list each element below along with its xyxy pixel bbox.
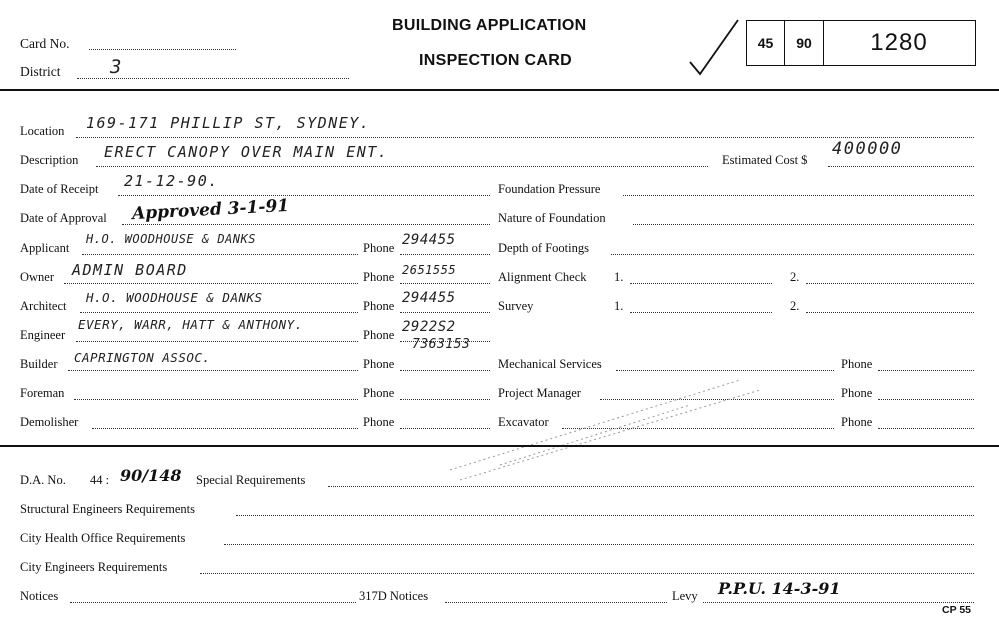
description-label: Description [20,153,79,167]
architect-label: Architect [20,299,67,313]
foundation-pressure-label: Foundation Pressure [498,182,601,196]
depth-of-footings-line [611,254,974,255]
district-line [77,78,349,79]
description-line [96,166,708,167]
applicant-line [82,254,358,255]
date-of-receipt-label: Date of Receipt [20,182,99,196]
notices-line [70,602,356,603]
date-of-approval-label: Date of Approval [20,211,107,225]
district-value: 3 [110,56,123,78]
excavator-label: Excavator [498,415,549,429]
demolisher-phone-label: Phone [363,415,395,429]
foundation-pressure-line [623,195,974,196]
project-manager-phone-label: Phone [841,386,873,400]
estimated-cost-label: Estimated Cost $ [722,153,808,167]
architect-line [80,312,358,313]
owner-phone: 2651555 [402,263,457,277]
applicant-value: H.O. WOODHOUSE & DANKS [86,232,256,246]
applicant-label: Applicant [20,241,70,255]
form-code: CP 55 [942,604,971,616]
location-line [76,137,974,138]
foreman-phone-label: Phone [363,386,395,400]
mechanical-services-phone-line [878,370,974,371]
builder-value: CAPRINGTON ASSOC. [74,350,211,365]
special-requirements-line [328,486,974,487]
owner-phone-label: Phone [363,270,395,284]
levy-value: P.P.U. 14-3-91 [718,579,841,598]
date-of-approval-line [122,224,490,225]
builder-phone-label: Phone [363,357,395,371]
engineer-line [76,341,358,342]
excavator-phone-label: Phone [841,415,873,429]
engineer-value: EVERY, WARR, HATT & ANTHONY. [78,317,303,332]
health-requirements-label: City Health Office Requirements [20,531,186,545]
project-manager-label: Project Manager [498,386,581,400]
architect-phone: 294455 [402,290,456,306]
title-line2: INSPECTION CARD [419,52,572,69]
tick-mark-icon [686,16,742,76]
estimated-cost-line [828,166,974,167]
foreman-label: Foreman [20,386,65,400]
faint-stamp-marks [440,370,780,490]
builder-phone: 7363153 [412,337,471,352]
architect-value: H.O. WOODHOUSE & DANKS [86,290,263,305]
survey-1-line [630,312,772,313]
foreman-line [74,399,358,400]
alignment-check-1-line [630,283,772,284]
nature-of-foundation-line [633,224,974,225]
da-no-prefix: 44 : [90,473,110,487]
file-number-part-3: 1280 [870,29,928,56]
survey-1: 1. [614,299,624,313]
architect-phone-label: Phone [363,299,395,313]
architect-phone-line [400,312,490,313]
owner-line [64,283,358,284]
owner-phone-line [400,283,490,284]
demolisher-label: Demolisher [20,415,79,429]
mechanical-services-label: Mechanical Services [498,357,602,371]
da-no-label: D.A. No. [20,473,66,487]
engineer-label: Engineer [20,328,66,342]
header-divider [0,89,999,91]
alignment-check-1: 1. [614,270,624,284]
owner-label: Owner [20,270,55,284]
mechanical-services-phone-label: Phone [841,357,873,371]
survey-label: Survey [498,299,534,313]
notices-317d-line [445,602,667,603]
health-requirements-line [224,544,974,545]
excavator-phone-line [878,428,974,429]
card-no-label: Card No. [20,36,70,51]
city-engineers-requirements-label: City Engineers Requirements [20,560,168,574]
title-line1: BUILDING APPLICATION [392,17,587,34]
project-manager-phone-line [878,399,974,400]
structural-requirements-line [236,515,974,516]
date-of-receipt-value: 21-12-90. [124,172,219,190]
survey-2-line [806,312,974,313]
alignment-check-label: Alignment Check [498,270,587,284]
applicant-phone: 294455 [402,232,456,248]
da-no-value: 90/148 [120,466,182,485]
levy-line [703,602,974,603]
builder-label: Builder [20,357,58,371]
alignment-check-2-line [806,283,974,284]
estimated-cost-value: 400000 [832,139,903,159]
alignment-check-2: 2. [790,270,800,284]
notices-label: Notices [20,589,59,603]
date-of-receipt-line [118,195,490,196]
survey-2: 2. [790,299,800,313]
location-label: Location [20,124,65,138]
description-value: ERECT CANOPY OVER MAIN ENT. [104,143,389,161]
demolisher-line [92,428,358,429]
nature-of-foundation-label: Nature of Foundation [498,211,606,225]
file-number-part-2: 90 [785,21,824,65]
depth-of-footings-label: Depth of Footings [498,241,589,255]
applicant-phone-label: Phone [363,241,395,255]
date-of-approval-value: Approved 3-1-91 [131,195,290,225]
middle-divider [0,445,999,447]
notices-317d-label: 317D Notices [359,589,429,603]
structural-requirements-label: Structural Engineers Requirements [20,502,195,516]
district-label: District [20,64,61,79]
location-value: 169-171 PHILLIP ST, SYDNEY. [86,114,371,132]
card-no-line [89,49,236,50]
builder-line [68,370,358,371]
engineer-phone: 2922S2 [402,319,456,335]
applicant-phone-line [400,254,490,255]
file-number-part-1: 45 [747,21,785,65]
file-number-box [746,20,976,66]
engineer-phone-label: Phone [363,328,395,342]
levy-label: Levy [672,589,698,603]
city-engineers-requirements-line [200,573,974,574]
owner-value: ADMIN BOARD [72,261,188,279]
special-requirements-label: Special Requirements [196,473,306,487]
